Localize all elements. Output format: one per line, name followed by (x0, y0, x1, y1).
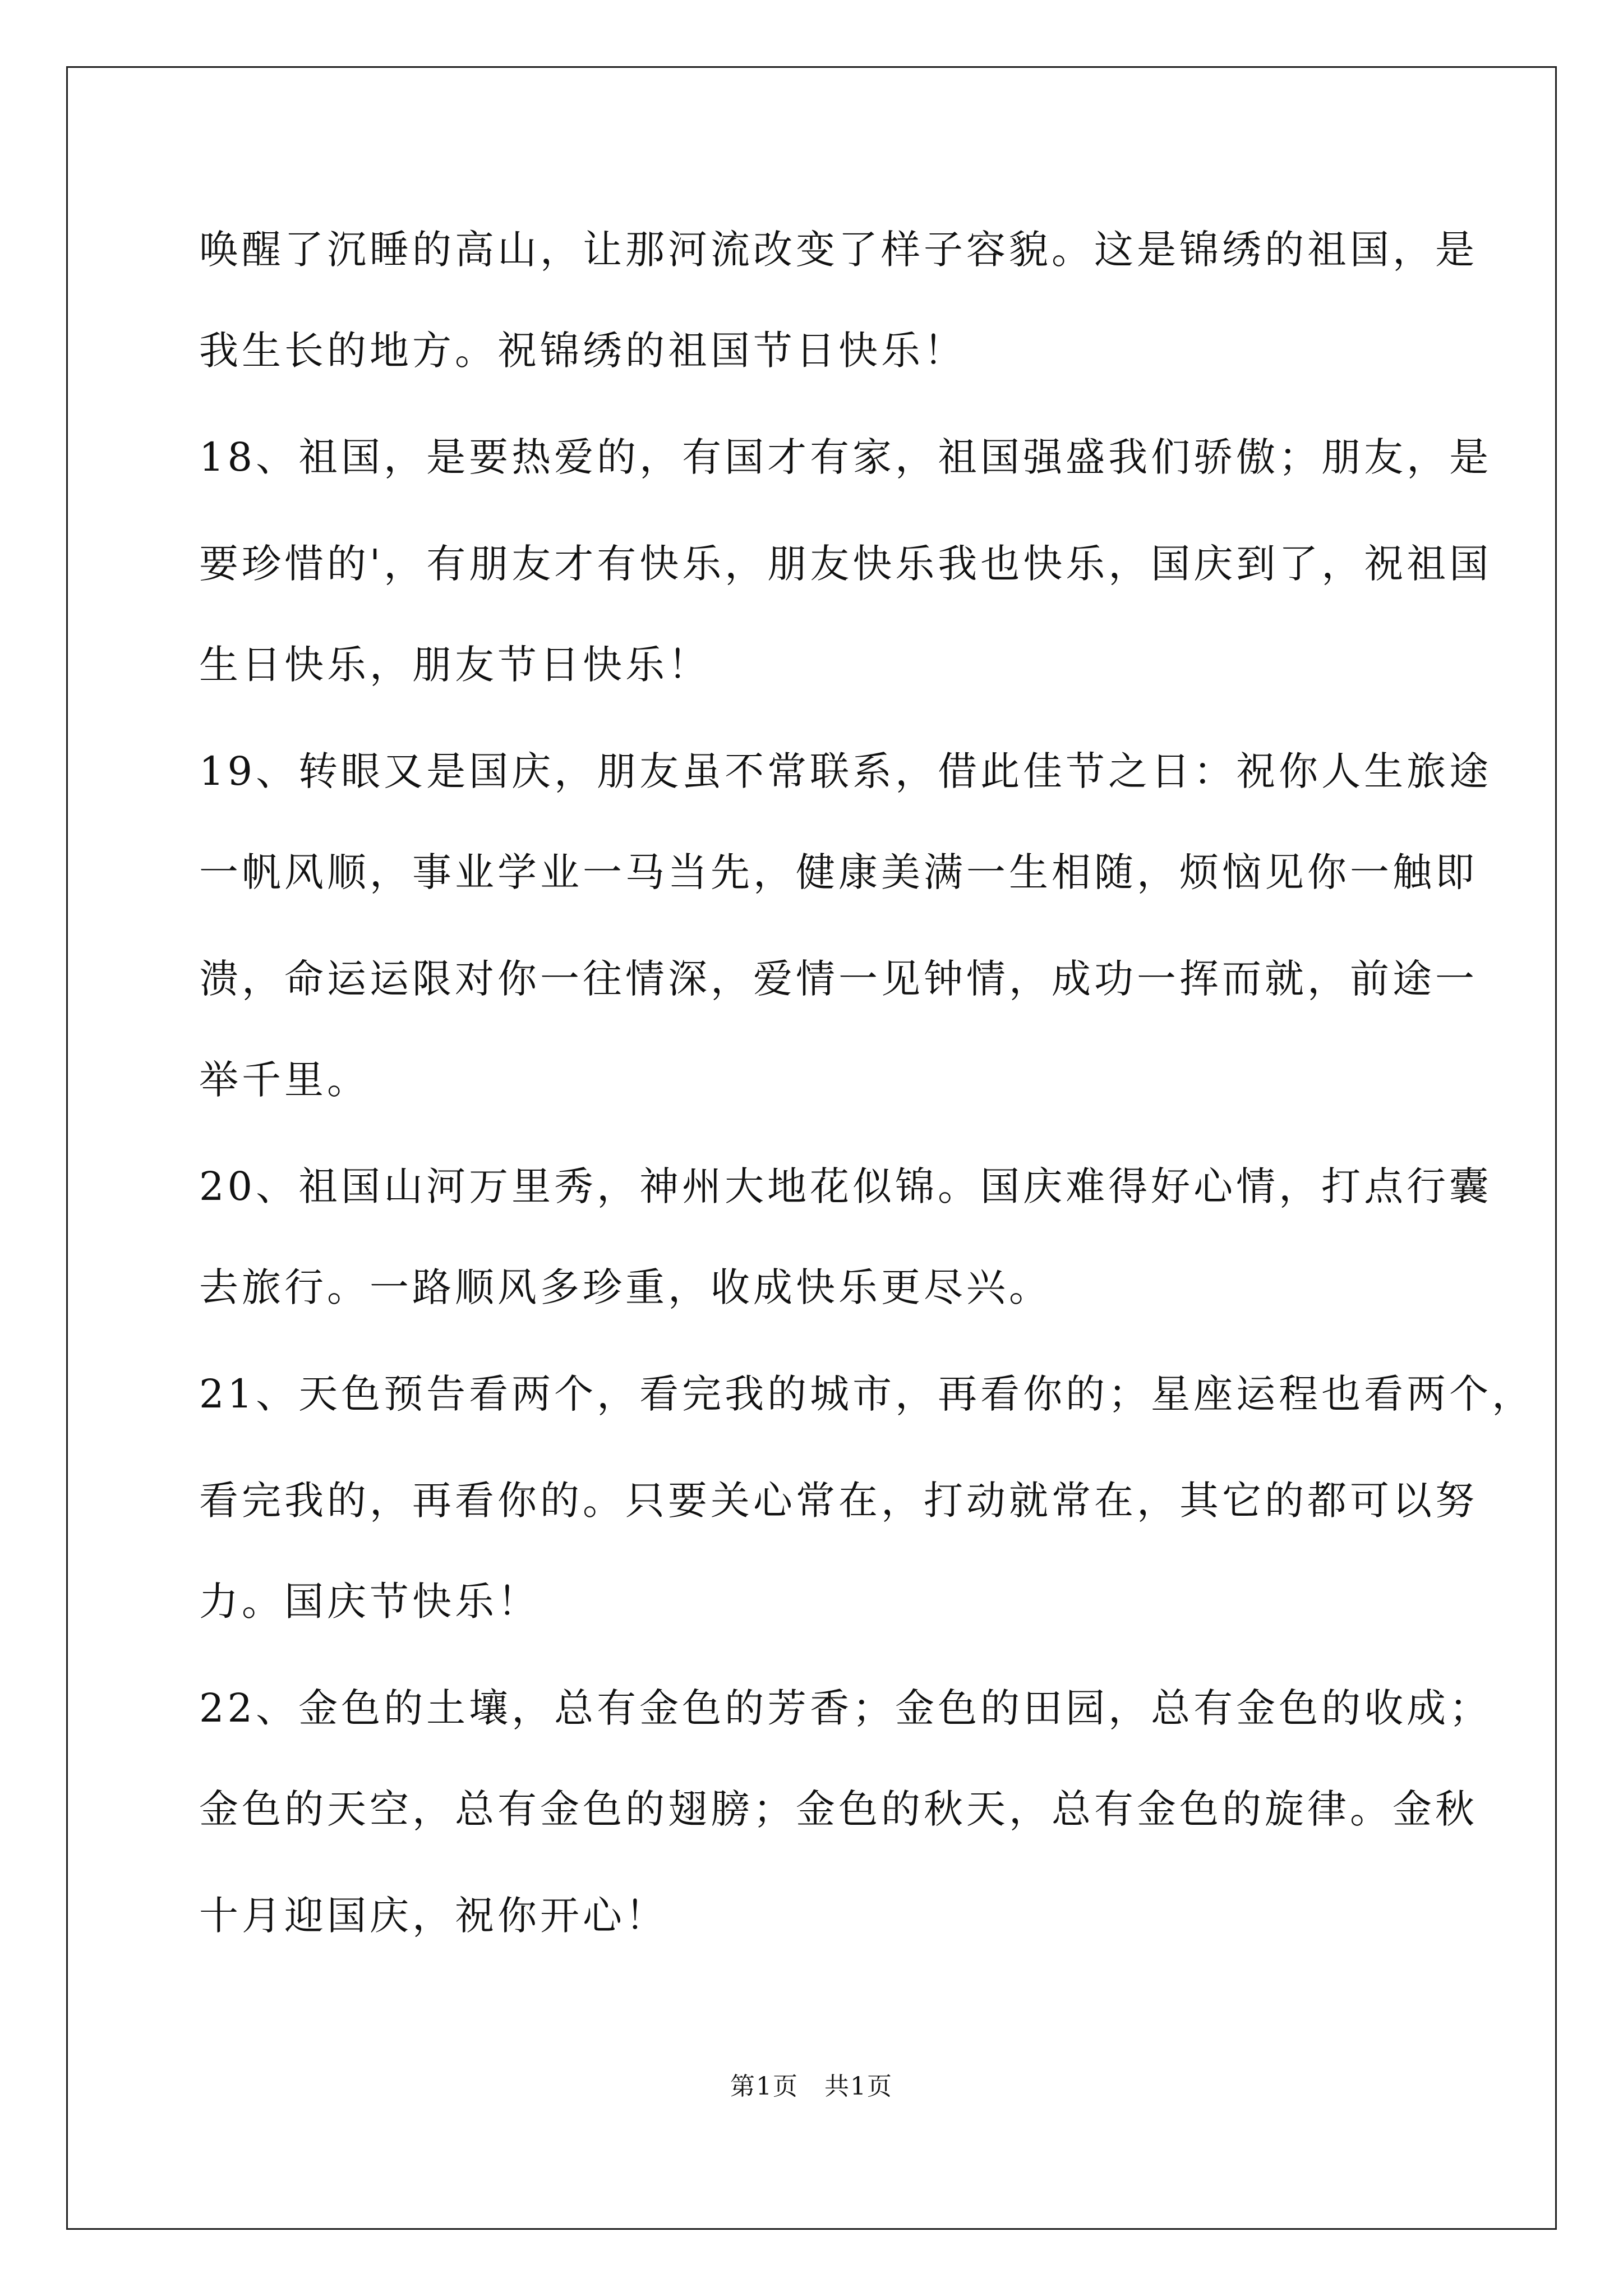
text-line: 20、祖国山河万里秀，神州大地花似锦。国庆难得好心情，打点行囊 (199, 1163, 1492, 1209)
text-line: 19、转眼又是国庆，朋友虽不常联系，借此佳节之日：祝你人生旅途 (199, 748, 1492, 794)
text-line: 我生长的地方。祝锦绣的祖国节日快乐！ (199, 328, 966, 374)
text-line: 金色的天空，总有金色的翅膀；金色的秋天，总有金色的旋律。金秋 (199, 1786, 1478, 1832)
text-line: 力。国庆节快乐！ (199, 1579, 540, 1625)
text-line: 去旅行。一路顺风多珍重，收成快乐更尽兴。 (199, 1264, 1052, 1310)
text-line: 唤醒了沉睡的高山，让那河流改变了样子容貌。这是锦绣的祖国，是 (199, 227, 1478, 273)
text-line: 举千里。 (199, 1057, 370, 1103)
text-line: 18、祖国，是要热爱的，有国才有家，祖国强盛我们骄傲；朋友，是 (199, 434, 1492, 480)
page-number: 第1页 共1页 (730, 2072, 893, 2101)
text-line: 21、天色预告看两个，看完我的城市，再看你的；星座运程也看两个， (199, 1371, 1535, 1417)
text-line: 要珍惜的'，有朋友才有快乐，朋友快乐我也快乐，国庆到了，祝祖国 (199, 541, 1492, 587)
text-line: 十月迎国庆，祝你开心！ (199, 1893, 668, 1939)
text-line: 22、金色的土壤，总有金色的芳香；金色的田园，总有金色的收成； (199, 1685, 1492, 1731)
text-line: 一帆风顺，事业学业一马当先，健康美满一生相随，烦恼见你一触即 (199, 849, 1478, 895)
text-line: 溃，命运运限对你一往情深，爱情一见钟情，成功一挥而就，前途一 (199, 956, 1478, 1002)
text-line: 生日快乐，朋友节日快乐！ (199, 642, 711, 688)
text-line: 看完我的，再看你的。只要关心常在，打动就常在，其它的都可以努 (199, 1478, 1478, 1524)
